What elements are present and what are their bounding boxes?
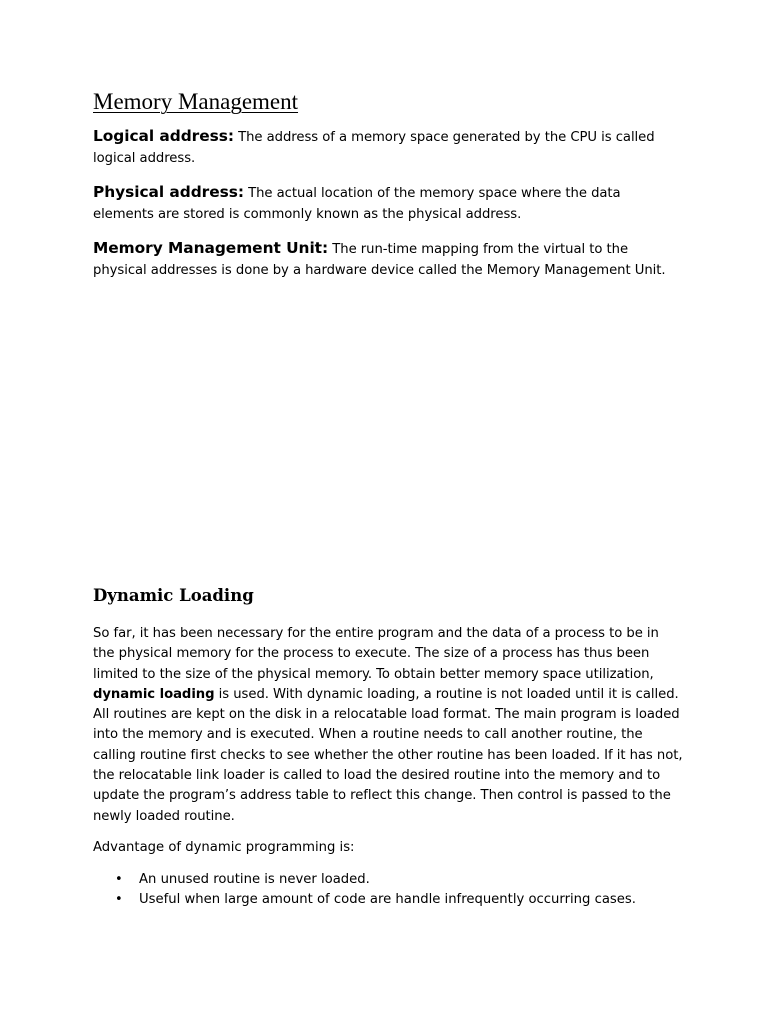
bullet-icon: • xyxy=(115,871,123,887)
dynamic-loading-section xyxy=(93,583,683,910)
dynamic-loading-paragraph xyxy=(93,624,683,827)
definition-text: The actual location of the memory space where the data elements are stored is commonly known as the physical address. xyxy=(93,186,621,222)
list-item-text: An unused routine is never loaded. xyxy=(139,871,370,887)
advantage-intro: Advantage of dynamic programming is: xyxy=(93,839,355,855)
definition-physical-address xyxy=(93,182,683,225)
paragraph-text-start: So far, it has been necessary for the entire program and the data of a process to be in the physical memory for the process to execute. The size of a process has thus been limited to the size of the physical memory. To obtain better memory space utilization, xyxy=(93,626,659,682)
list-item xyxy=(93,870,683,890)
section-heading: Dynamic Loading xyxy=(93,586,254,605)
advantages-list xyxy=(93,870,683,910)
list-item-text: Useful when large amount of code are handle infrequently occurring cases. xyxy=(139,891,636,907)
definition-term: Logical address: xyxy=(93,127,234,145)
paragraph-text-end: is used. With dynamic loading, a routine is not loaded until it is called. All routines are kept on the disk in a relocatable load format. The main program is loaded into the memory and is executed. When a routine needs to call another routine, the calling routine first checks to see whether the other routine has been loaded. If it has not, the relocatable link loader is called to load the desired routine into the memory and to update the program’s address table to reflect this change. Then control is passed to the newly loaded routine. xyxy=(93,686,683,824)
definition-text: The run-time mapping from the virtual to the physical addresses is done by a hardware device called the Memory Management Unit. xyxy=(93,242,666,278)
page-title: Memory Management xyxy=(93,89,299,114)
definition-term: Physical address: xyxy=(93,183,244,201)
definition-logical-address xyxy=(93,126,683,169)
bold-term: dynamic loading xyxy=(93,686,215,702)
bullet-icon: • xyxy=(115,891,123,907)
definition-mmu xyxy=(93,238,683,281)
list-item xyxy=(93,890,683,910)
definition-text: The address of a memory space generated by the CPU is called logical address. xyxy=(93,130,655,166)
top-section xyxy=(93,86,683,294)
definition-term: Memory Management Unit: xyxy=(93,239,329,257)
